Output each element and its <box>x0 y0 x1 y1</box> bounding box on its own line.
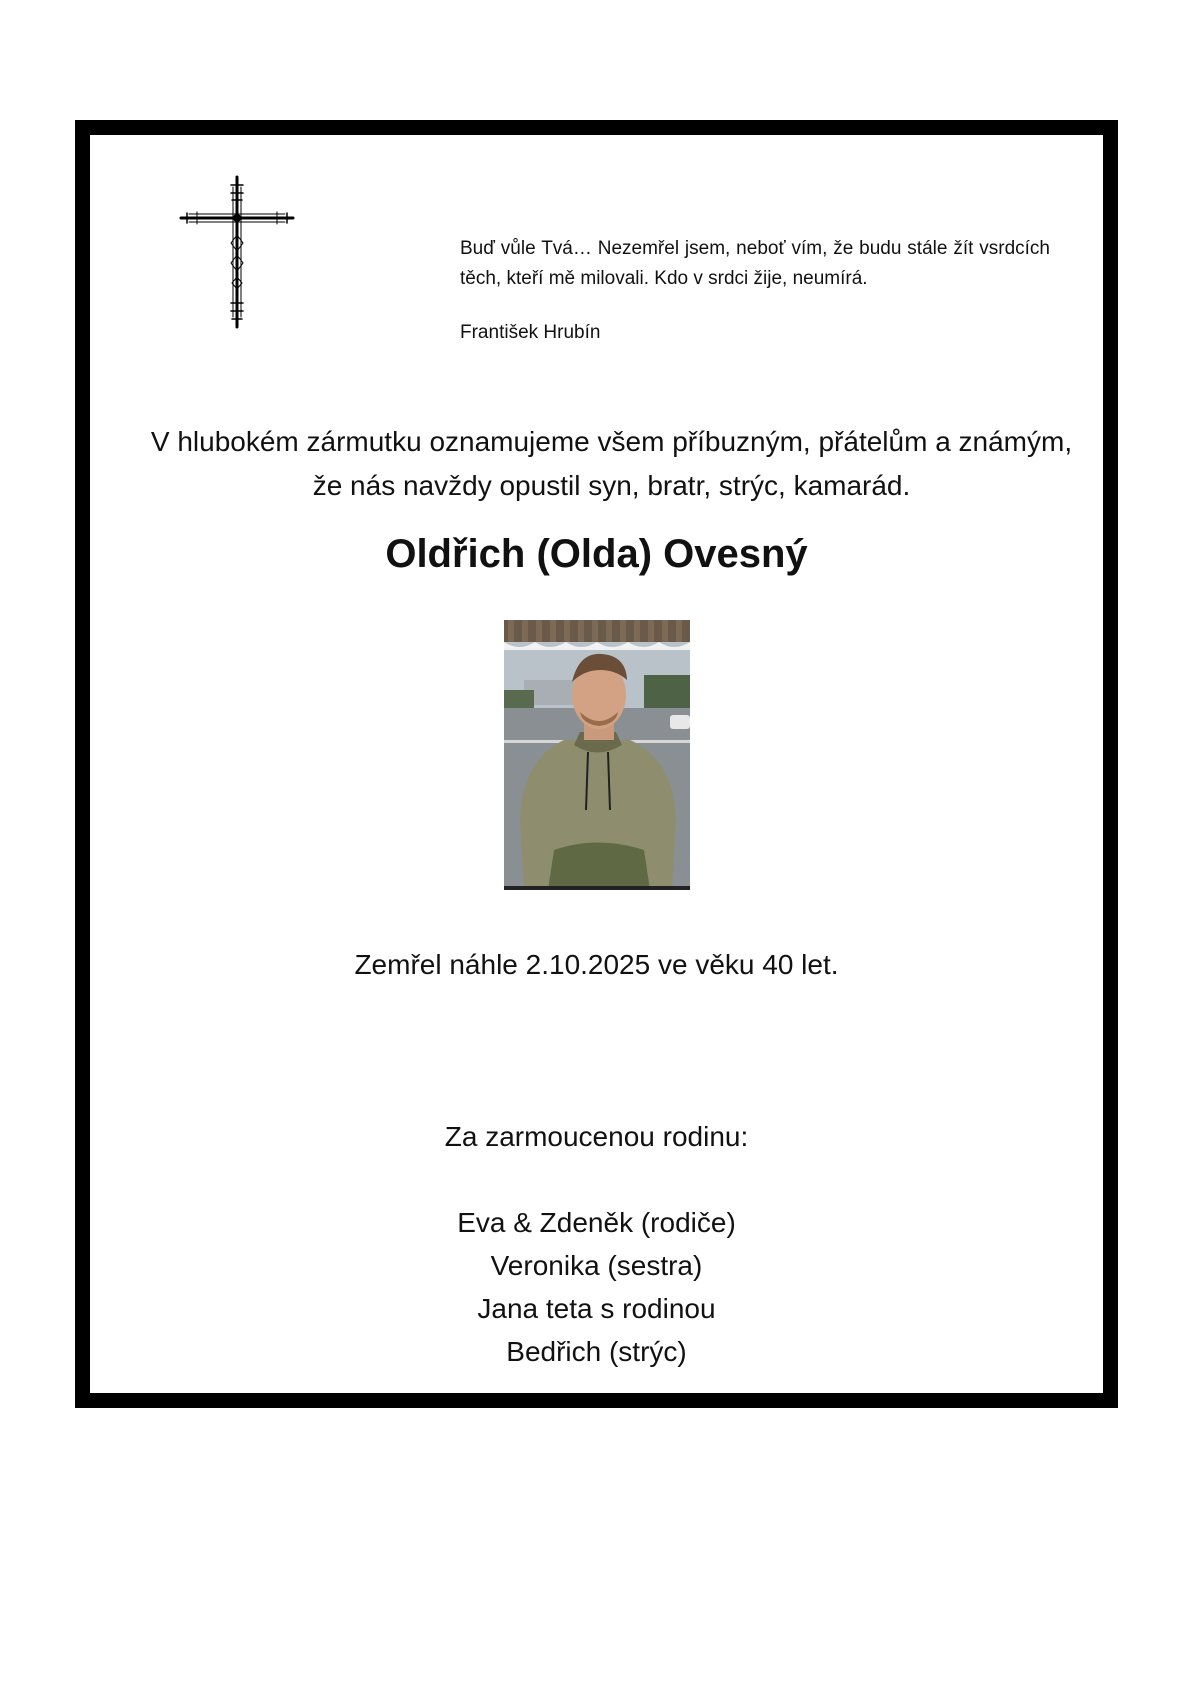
obituary-frame <box>75 120 1118 1408</box>
quote-author: František Hrubín <box>460 322 601 343</box>
family-member: Eva & Zdeněk (rodiče) <box>457 1207 736 1238</box>
deceased-photo <box>504 620 690 890</box>
family-member: Veronika (sestra) <box>490 1250 703 1281</box>
family-member: Bedřich (strýc) <box>506 1336 687 1367</box>
announcement-text: V hlubokém zármutku oznamujeme všem příbuzným, přátelům a známým, že nás navždy opustil syn, bratr, strýc, kamarád. <box>150 426 1073 501</box>
ornamental-cross-icon <box>177 173 297 331</box>
family-title: Za zarmoucenou rodinu: <box>444 1121 749 1152</box>
family-member: Jana teta s rodinou <box>477 1293 716 1324</box>
family-list <box>90 1201 1103 1373</box>
death-notice: Zemřel náhle 2.10.2025 ve věku 40 let. <box>354 949 839 980</box>
quote-text: Buď vůle Tvá… Nezemřel jsem, neboť vím, že budu stále žít vsrdcích těch, kteří mě milovali. Kdo v srdci žije, neumírá. <box>460 238 1050 289</box>
deceased-name: Oldřich (Olda) Ovesný <box>385 532 808 576</box>
